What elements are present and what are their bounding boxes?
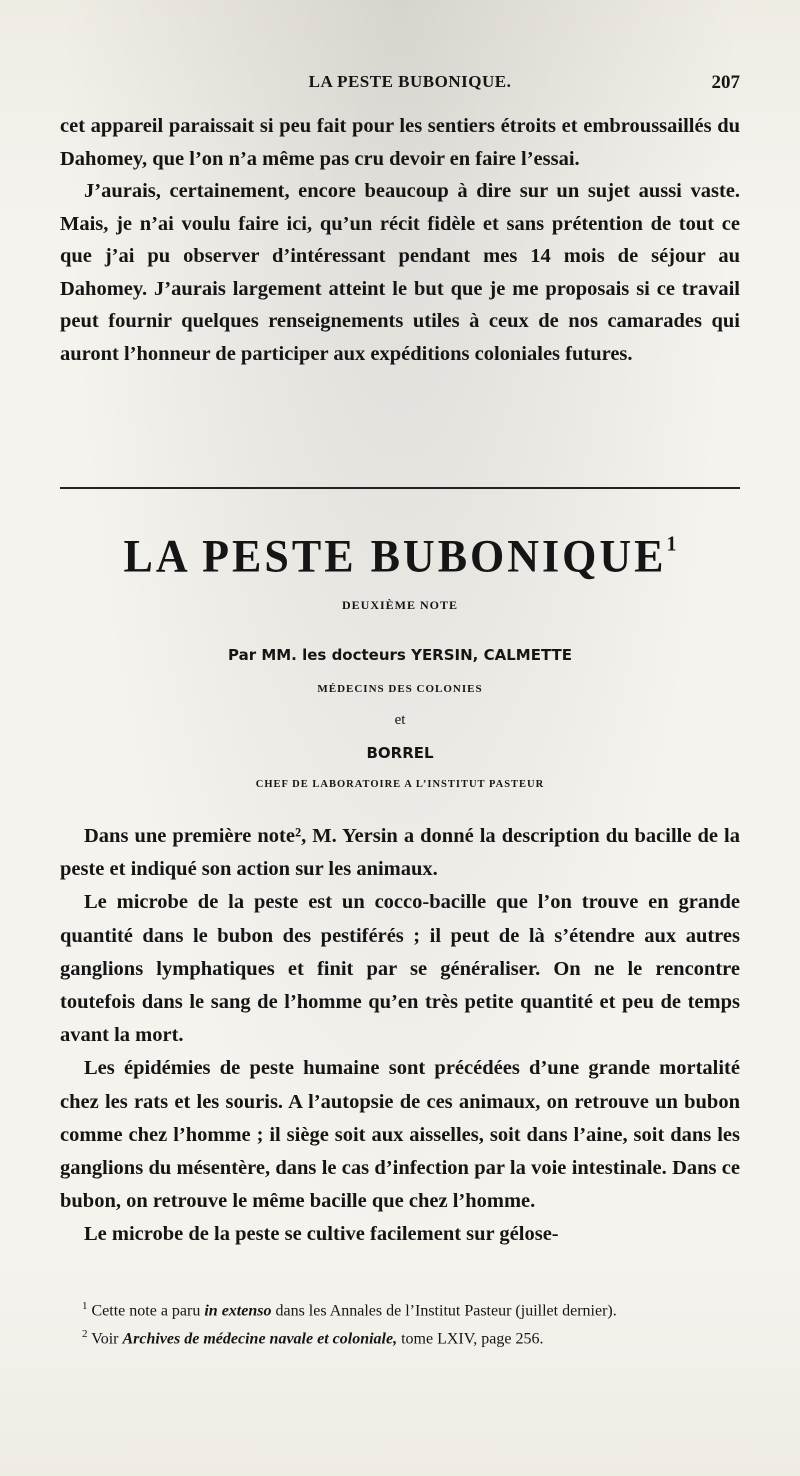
footnote-text: tome LXIV, page 256. — [397, 1330, 544, 1348]
running-title: LA PESTE BUBONIQUE. — [308, 72, 512, 91]
article-title — [60, 530, 740, 584]
authors-affiliation: MÉDECINS DES COLONIES — [317, 683, 483, 695]
article-body — [60, 820, 740, 1252]
paragraph: Le microbe de la peste se cultive facilement sur gélose- — [84, 1223, 559, 1246]
previous-article-ending — [60, 110, 740, 370]
paragraph: J’aurais, certainement, encore beaucoup à dire sur un sujet aussi vaste. Mais, je n’ai voulu faire ici, qu’un récit fidèle et sans prétention de tout ce que j’ai pu observer d’intéressant pendant mes 14 mois de séjour au Dahomey. J’aurais largement atteint le but que je me proposais si ce travail peut fournir quelques renseignements utiles à ceux de nos camarades qui auront l’honneur de participer aux expéditions coloniales futures. — [60, 180, 740, 365]
page-number: 207 — [711, 72, 740, 93]
footnote-1 — [60, 1296, 740, 1321]
footnote-text: Cette note a paru — [91, 1302, 205, 1320]
footnote-2 — [60, 1324, 740, 1349]
conjunction: et — [394, 712, 406, 728]
article-title-text: LA PESTE BUBONIQUE — [123, 530, 667, 583]
paragraph: Dans une première note², M. Yersin a donné la description du bacille de la peste et indiqué son action sur les animaux. — [60, 825, 740, 881]
second-author-affiliation: CHEF DE LABORATOIRE A L’INSTITUT PASTEUR — [255, 779, 545, 790]
paragraph: cet appareil paraissait si peu fait pour les sentiers étroits et embroussaillés du Dahomey, que l’on n’a même pas cru devoir en faire l’essai. — [60, 115, 740, 170]
footnotes — [60, 1296, 740, 1350]
article-subtitle: DEUXIÈME NOTE — [341, 598, 458, 612]
running-head — [80, 72, 740, 98]
footnote-italic: in extenso — [204, 1302, 272, 1320]
second-author: BORREL — [366, 744, 434, 762]
footnote-marker: 2 — [82, 1328, 88, 1341]
paragraph: Les épidémies de peste humaine sont précédées d’une grande mortalité chez les rats et les souris. A l’autopsie de ces animaux, on retrouve un bubon comme chez l’homme ; il siège soit aux aisselles, soit dans l’aine, soit dans les ganglions du mésentère, dans le cas d’infection par la voie intestinale. Dans ce bubon, on retrouve le même bacille que chez l’homme. — [60, 1057, 740, 1213]
footnote-marker: 1 — [82, 1300, 88, 1312]
footnote-italic: Archives de médecine navale et coloniale, — [122, 1330, 398, 1348]
footnote-text: dans les Annales de l’Institut Pasteur (juillet dernier). — [271, 1302, 617, 1320]
section-divider — [60, 487, 740, 489]
footnote-text: Voir — [91, 1330, 123, 1348]
paragraph: Le microbe de la peste est un cocco-bacille que l’on trouve en grande quantité dans le bubon des pestiférés ; il peut de là s’étendre aux autres ganglions lymphatiques et finit par se généraliser. On ne le rencontre toutefois dans le sang de l’homme qu’en très petite quantité et peu de temps avant la mort. — [60, 891, 740, 1047]
authors-line: Par MM. les docteurs YERSIN, CALMETTE — [228, 646, 572, 664]
footnote-marker: 1 — [666, 532, 677, 556]
